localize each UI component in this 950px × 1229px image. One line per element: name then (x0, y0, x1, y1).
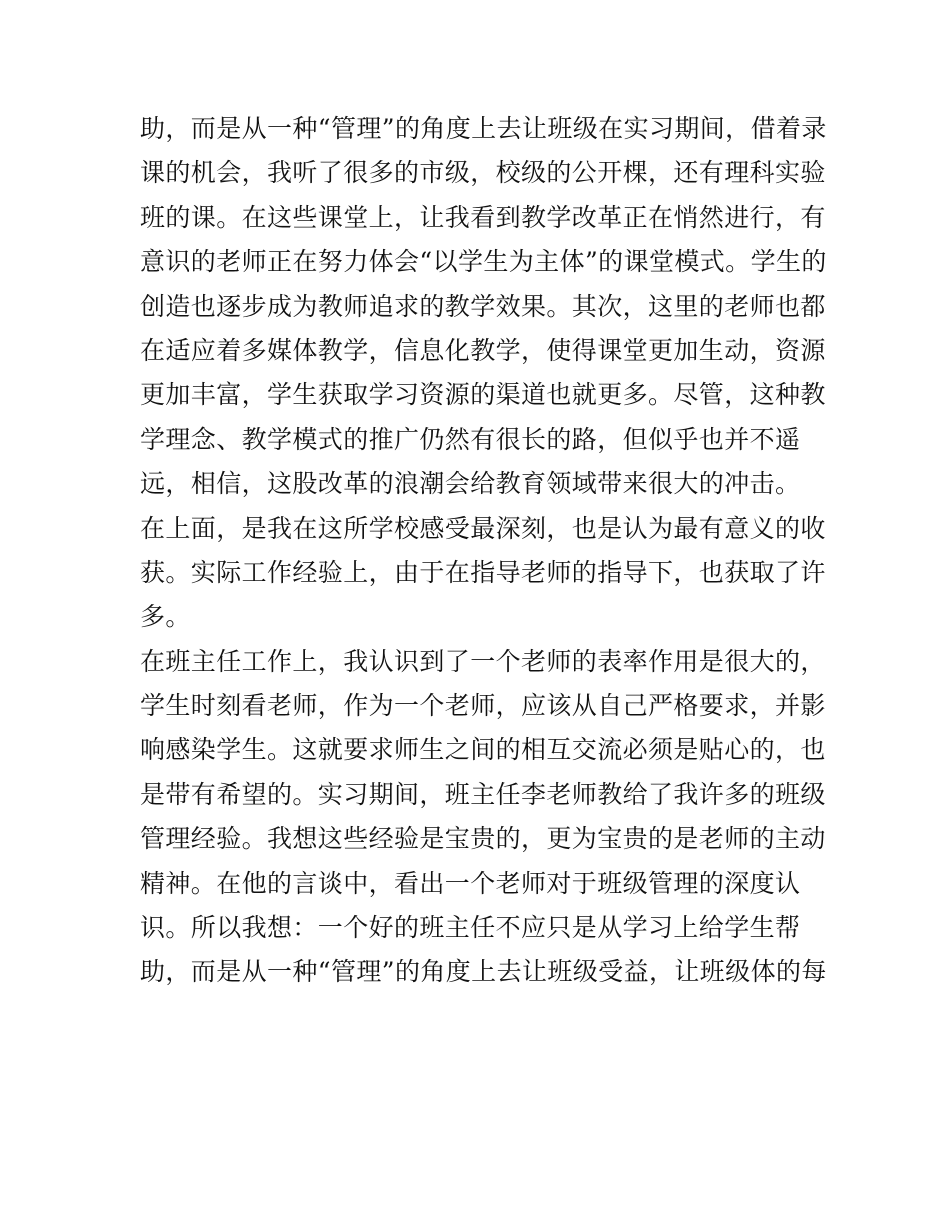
text-line: 意识的老师正在努力体会“以学生为主体”的课堂模式。学生的 (140, 247, 827, 277)
body-text (140, 107, 827, 995)
text-line: 助，而是从一种“管理”的角度上去让班级受益，让班级体的每 (140, 957, 827, 987)
text-line: 识。所以我想：一个好的班主任不应只是从学习上给学生帮 (140, 913, 801, 943)
text-line: 获。实际工作经验上，由于在指导老师的指导下，也获取了许 (140, 557, 826, 587)
text-line: 学理念、教学模式的推广仍然有很长的路，但似乎也并不遥 (140, 424, 801, 454)
text-line: 学生时刻看老师，作为一个老师，应该从自己严格要求，并影 (140, 691, 826, 721)
text-line: 是带有希望的。实习期间，班主任李老师教给了我许多的班级 (140, 779, 826, 809)
text-line: 助，而是从一种“管理”的角度上去让班级在实习期间，借着录 (140, 114, 827, 143)
text-line: 精神。在他的言谈中，看出一个老师对于班级管理的深度认 (140, 868, 801, 898)
text-line: 更加丰富，学生获取学习资源的渠道也就更多。尽管，这种教 (140, 380, 826, 410)
text-line: 响感染学生。这就要求师生之间的相互交流必须是贴心的，也 (140, 735, 826, 765)
text-line: 班的课。在这些课堂上，让我看到教学改革正在悄然进行，有 (140, 202, 826, 232)
text-line: 在上面，是我在这所学校感受最深刻，也是认为最有意义的收 (140, 513, 826, 543)
text-line: 在适应着多媒体教学，信息化教学，使得课堂更加生动，资源 (140, 335, 826, 365)
text-line: 多。 (140, 602, 191, 632)
text-line: 管理经验。我想这些经验是宝贵的，更为宝贵的是老师的主动 (140, 824, 826, 854)
text-line: 在班主任工作上，我认识到了一个老师的表率作用是很大的， (140, 646, 826, 676)
text-line: 创造也逐步成为教师追求的教学效果。其次，这里的老师也都 (140, 291, 826, 321)
text-line: 课的机会，我听了很多的市级，校级的公开棵，还有理科实验 (140, 158, 826, 188)
text-line: 远，相信，这股改革的浪潮会给教育领域带来很大的冲击。 (140, 469, 801, 499)
